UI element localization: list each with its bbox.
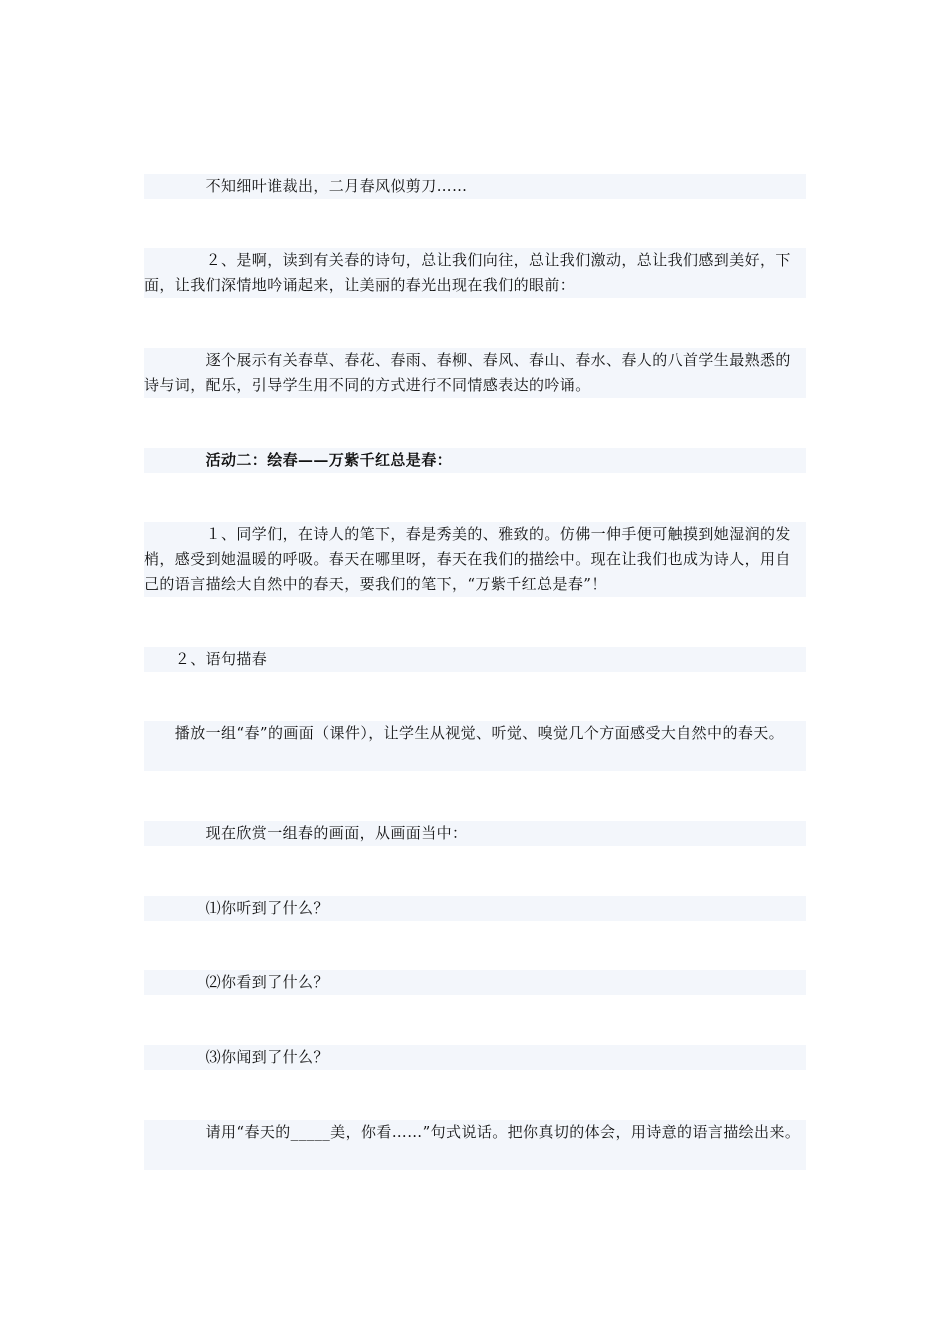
question-smelled: ⑶你闻到了什么？ <box>144 1045 806 1070</box>
paragraph-sentence-spring: ２、语句描春 <box>144 647 806 672</box>
paragraph-show-poems: 逐个展示有关春草、春花、春雨、春柳、春风、春山、春水、春人的八首学生最熟悉的诗与词，配乐，引导学生用不同的方式进行不同情感表达的吟诵。 <box>144 348 806 398</box>
paragraph-enjoy-pictures: 现在欣赏一组春的画面，从画面当中： <box>144 821 806 846</box>
paragraph-step-1: １、同学们，在诗人的笔下，春是秀美的、雅致的。仿佛一伸手便可触摸到她湿润的发梢，感受到她温暖的呼吸。春天在哪里呀，春天在我们的描绘中。现在让我们也成为诗人，用自己的语言描绘大自然中的春天，要我们的笔下，“万紫千红总是春”！ <box>144 522 806 597</box>
paragraph-poem-line: 不知细叶谁裁出，二月春风似剪刀…… <box>144 174 806 199</box>
paragraph-play-pictures: 播放一组“春”的画面（课件），让学生从视觉、听觉、嗅觉几个方面感受大自然中的春天。 <box>144 721 806 771</box>
question-seen: ⑵你看到了什么？ <box>144 970 806 995</box>
paragraph-sentence-pattern: 请用“春天的_____美，你看……”句式说话。把你真切的体会，用诗意的语言描绘出来。 <box>144 1120 806 1170</box>
question-heard: ⑴你听到了什么？ <box>144 896 806 921</box>
heading-activity-two: 活动二：绘春——万紫千红总是春： <box>144 448 806 473</box>
paragraph-step-2: ２、是啊，读到有关春的诗句，总让我们向往，总让我们激动，总让我们感到美好，下面，让我们深情地吟诵起来，让美丽的春光出现在我们的眼前： <box>144 248 806 298</box>
